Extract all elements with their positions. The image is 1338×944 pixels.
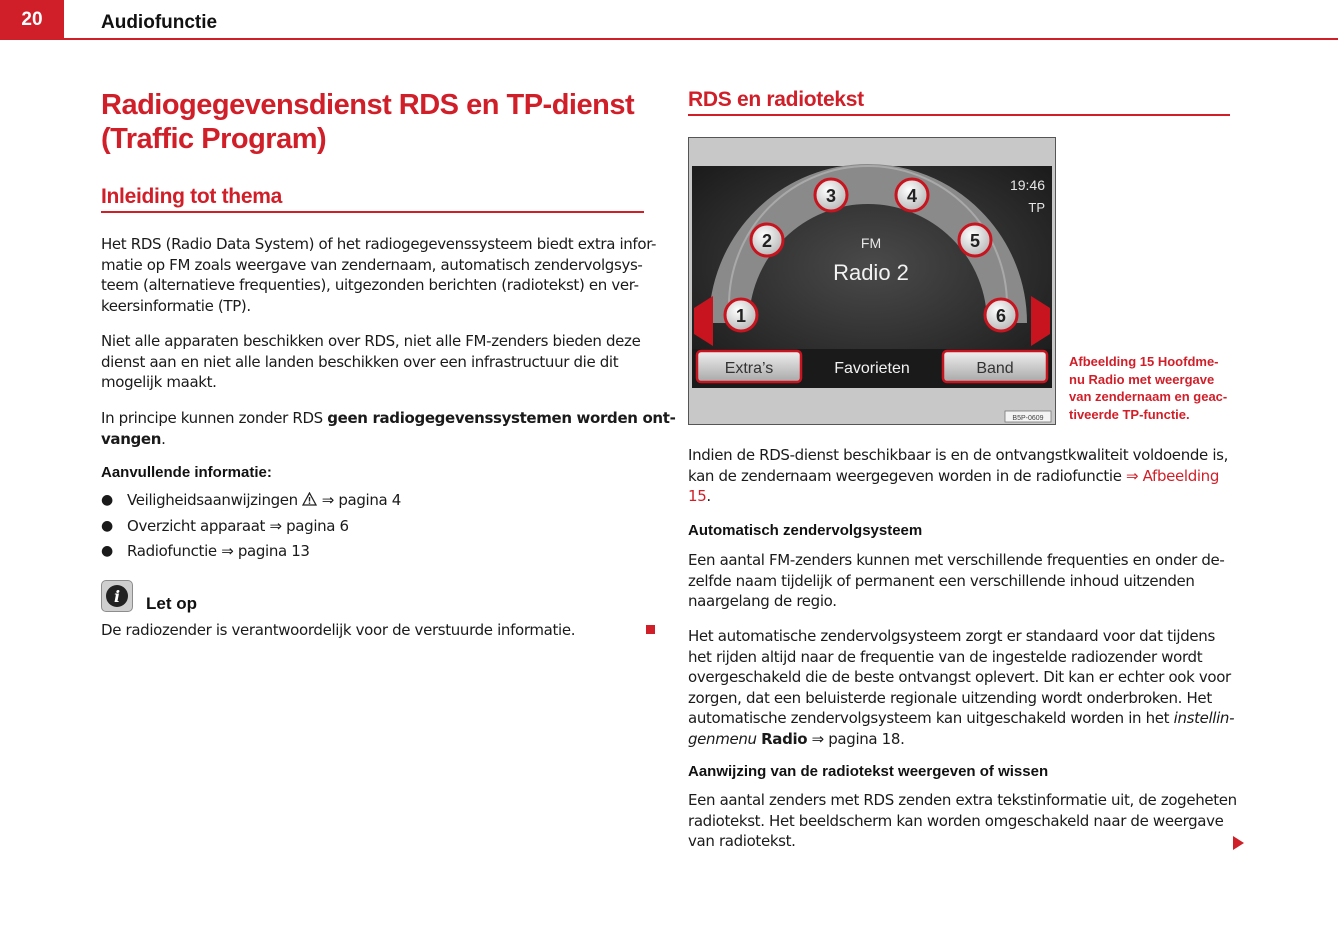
intro-paragraph-2: Niet alle apparaten beschikken over RDS, niet alle FM-zenders bieden deze dienst aan en niet alle landen beschikken over een infrastructuur die dit mogelijk maakt. xyxy=(101,332,641,391)
info-note-icon: i xyxy=(101,580,133,612)
svg-text:4: 4 xyxy=(906,186,918,206)
list-item-text: Veiligheidsaanwijzingen xyxy=(127,491,298,509)
subheading-radiotext: Aanwijzing van de radiotekst weergeven of wissen xyxy=(688,763,1049,780)
extra-info-list xyxy=(101,489,401,566)
svg-text:5: 5 xyxy=(969,231,981,251)
svg-text:Extra’s: Extra’s xyxy=(724,360,774,377)
header-rule xyxy=(64,38,1338,40)
intro-paragraph-1: Het RDS (Radio Data System) of het radiogegevenssysteem biedt extra infor- matie op FM zoals weergave van zendernaam, automatisch zendervolgsys- teem (alternatieve frequenties), uitgezonden berichten (radiotekst) en ver- keersinformatie (TP). xyxy=(101,235,657,315)
list-item xyxy=(101,489,401,515)
station-name: Radio 2 xyxy=(833,260,909,285)
list-item-text[interactable]: Radiofunctie ⇒ pagina 13 xyxy=(127,542,310,560)
preset-button[interactable] xyxy=(896,179,928,211)
svg-text:3: 3 xyxy=(825,186,837,206)
svg-text:6: 6 xyxy=(995,306,1007,326)
figure-code: B5P-0609 xyxy=(1012,415,1044,422)
preset-button[interactable] xyxy=(959,224,991,256)
note-text: De radiozender is verantwoordelijk voor de verstuurde informatie. xyxy=(101,621,576,639)
chapter-title-line-1: Radiogegevensdienst RDS en TP-dienst xyxy=(101,89,635,121)
figure-link[interactable]: ⇒ Afbeelding xyxy=(1126,466,1220,485)
note-heading: Let op xyxy=(146,594,197,613)
intro-paragraph-3: In principe kunnen zonder RDS geen radiogegevenssystemen worden ont- vangen. xyxy=(101,409,676,448)
clock-readout: 19:46 xyxy=(1009,177,1045,193)
list-item xyxy=(101,515,401,541)
preset-button[interactable] xyxy=(725,299,757,331)
section-rule-intro xyxy=(101,211,644,213)
section-title-intro: Inleiding tot thema xyxy=(101,185,282,208)
svg-text:Band: Band xyxy=(976,360,1014,377)
extra-info-heading: Aanvullende informatie: xyxy=(101,464,272,481)
list-item-text[interactable]: Overzicht apparaat ⇒ pagina 6 xyxy=(127,516,349,535)
radio-screen-illustration xyxy=(689,138,1055,424)
bullet-icon: ● xyxy=(101,543,113,559)
tp-indicator: TP xyxy=(1028,200,1045,215)
bullet-icon: ● xyxy=(101,517,113,534)
rds-paragraph-1: Indien de RDS-dienst beschikbaar is en de ontvangstkwaliteit voldoende is, kan de zendernaam weergegeven worden in de radiofunctie ⇒ Afbeelding 15. xyxy=(688,446,1229,505)
favorites-tab[interactable]: Favorieten xyxy=(834,360,910,377)
preset-button[interactable] xyxy=(985,299,1017,331)
subheading-auto-tracking: Automatisch zendervolgsysteem xyxy=(688,522,923,539)
bullet-icon: ● xyxy=(101,492,113,508)
section-rule-rds xyxy=(688,114,1230,116)
radio-screen-figure xyxy=(688,137,1056,425)
figure-caption: Afbeelding 15 Hoofdme- nu Radio met weergave van zendernaam en geac- tiveerde TP-functie. xyxy=(1069,354,1228,422)
page-reference[interactable]: ⇒ pagina 4 xyxy=(321,491,401,509)
rds-paragraph-3: Het automatische zendervolgsysteem zorgt er standaard voor dat tijdens het rijden altijd naar de frequentie van de ingestelde radiozender wordt overgeschakeld die de beste ontvangst oplevert. Dit kan er echter ook voor zorgen, dat een beluisterde regionale uitzending wordt onderbroken. Het automatische zendervolgsysteem kan uitgeschakeld worden in het instellin- genmenu Radio ⇒ pagina 18. xyxy=(688,627,1235,748)
chapter-title xyxy=(101,88,661,156)
preset-button[interactable] xyxy=(815,179,847,211)
figure-link-number[interactable]: 15 xyxy=(688,487,707,505)
band-button[interactable] xyxy=(943,351,1047,382)
extras-button[interactable] xyxy=(697,351,801,382)
page-reference[interactable]: ⇒ pagina 18. xyxy=(807,729,905,748)
svg-text:2: 2 xyxy=(761,231,773,251)
list-item xyxy=(101,540,401,566)
end-of-section-marker xyxy=(646,625,655,634)
section-title-rds: RDS en radiotekst xyxy=(688,88,864,111)
rds-paragraph-4: Een aantal zenders met RDS zenden extra tekstinformatie uit, de zogeheten radiotekst. Het beeldscherm kan worden omgeschakeld naar de weergave van radiotekst. xyxy=(688,791,1237,850)
running-header: Audiofunctie xyxy=(101,12,218,33)
band-label: FM xyxy=(860,235,882,251)
warning-triangle-icon xyxy=(302,492,317,506)
rds-paragraph-2: Een aantal FM-zenders kunnen met verschillende frequenties en onder de- zelfde naam tijdelijk of permanent een verschillende inhoud uitzenden naargelang de regio. xyxy=(688,551,1225,610)
continue-arrow-icon xyxy=(1233,836,1244,850)
chapter-title-line-2: (Traffic Program) xyxy=(101,123,327,155)
page-number: 20 xyxy=(0,0,64,40)
svg-text:1: 1 xyxy=(735,306,747,326)
preset-button[interactable] xyxy=(751,224,783,256)
